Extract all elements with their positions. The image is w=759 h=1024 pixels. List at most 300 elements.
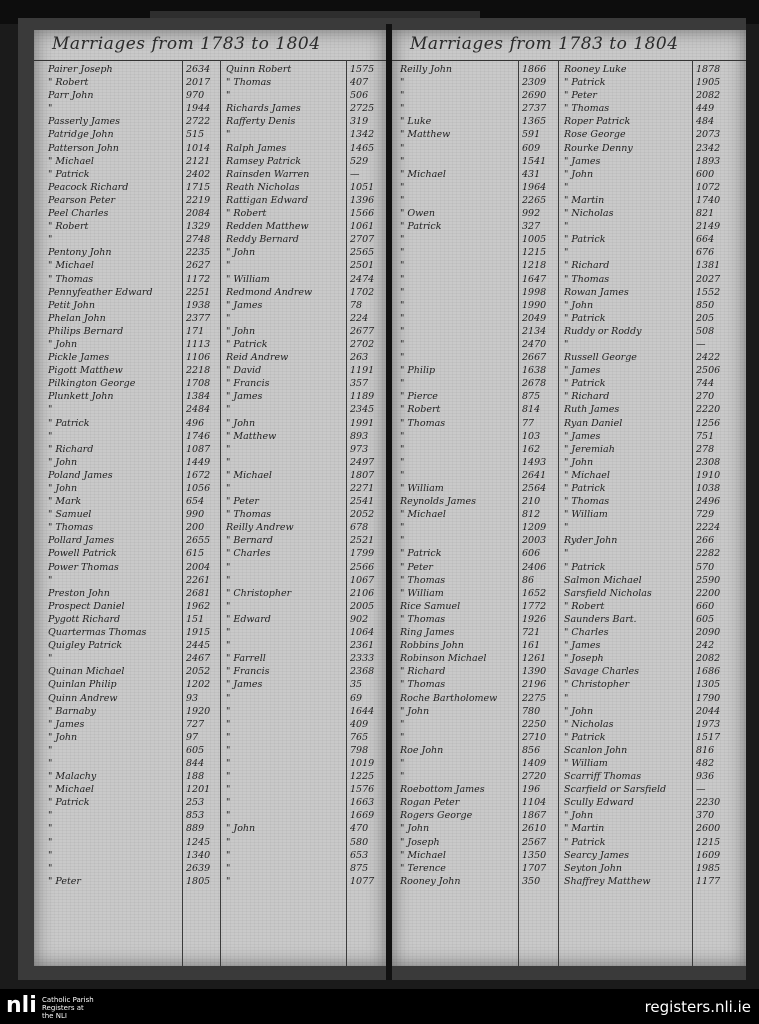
register-row: [34, 561, 386, 574]
entry-number-a: 853: [186, 810, 205, 822]
entry-name-a: " John: [400, 705, 430, 717]
entry-number-b: 2149: [696, 221, 721, 233]
entry-name-b: Ruddy or Roddy: [564, 325, 642, 337]
register-row: [34, 849, 386, 862]
entry-number-a: 2004: [186, 561, 211, 573]
entry-name-a: " Michael: [400, 509, 446, 521]
register-row: [34, 836, 386, 849]
entry-name-b: " Robert: [564, 600, 605, 612]
entry-name-b: Reddy Bernard: [226, 234, 299, 246]
entry-name-b: Redden Matthew: [226, 221, 309, 233]
registers-url-link[interactable]: registers.nli.ie: [644, 998, 751, 1016]
entry-name-b: " John: [564, 810, 594, 822]
register-row: [392, 822, 746, 835]
entry-name-b: " James: [226, 391, 263, 403]
left-entries-list: [34, 63, 386, 888]
entry-number-b: 2521: [350, 535, 375, 547]
entry-name-b: Sarsfield Nicholas: [564, 587, 652, 599]
entry-name-b: ": [226, 784, 231, 796]
entry-name-b: " Bernard: [226, 535, 273, 547]
register-row: [392, 875, 746, 888]
register-row: [34, 665, 386, 678]
entry-name-b: Seyton John: [564, 862, 622, 874]
entry-name-b: ": [226, 692, 231, 704]
entry-number-a: 2121: [186, 155, 211, 167]
entry-number-b: 2220: [696, 404, 721, 416]
register-row: [392, 757, 746, 770]
entry-name-a: ": [48, 849, 53, 861]
register-row: [392, 862, 746, 875]
entry-number-b: 1663: [350, 797, 375, 809]
entry-name-b: Richards James: [226, 103, 301, 115]
entry-name-b: ": [564, 548, 569, 560]
register-row: [392, 102, 746, 115]
entry-number-b: 1552: [696, 286, 721, 298]
entry-number-a: 2017: [186, 77, 211, 89]
entry-number-b: 409: [350, 718, 369, 730]
entry-name-a: Power Thomas: [48, 561, 119, 573]
entry-number-a: 2641: [522, 469, 547, 481]
entry-name-b: Quinn Robert: [226, 64, 292, 75]
entry-number-b: 1575: [350, 64, 375, 75]
entry-name-a: Patridge John: [48, 129, 114, 141]
entry-number-a: 1805: [186, 875, 211, 887]
register-row: [392, 574, 746, 587]
entry-number-a: 2655: [186, 535, 211, 547]
entry-name-a: Rooney John: [400, 875, 461, 887]
register-row: [392, 587, 746, 600]
entry-number-a: 151: [186, 613, 205, 625]
entry-name-b: ": [226, 90, 231, 102]
register-row: [34, 417, 386, 430]
entry-number-a: 814: [522, 404, 541, 416]
entry-name-b: " Martin: [564, 194, 605, 206]
entry-number-b: 224: [350, 312, 369, 324]
entry-name-a: ": [400, 430, 405, 442]
entry-number-b: 319: [350, 116, 369, 128]
register-row: [34, 678, 386, 691]
entry-name-a: " Michael: [48, 155, 94, 167]
entry-number-b: 2541: [350, 496, 375, 508]
entry-name-b: Rainsden Warren: [226, 168, 310, 180]
entry-name-b: Ramsey Patrick: [226, 155, 302, 167]
entry-name-a: ": [48, 103, 53, 115]
entry-number-b: 2308: [696, 456, 721, 468]
entry-name-a: Ring James: [400, 627, 455, 639]
entry-number-a: 515: [186, 129, 205, 141]
entry-name-b: Scanlon John: [564, 744, 628, 756]
entry-name-b: " Patrick: [564, 561, 606, 573]
entry-number-a: 2710: [522, 731, 547, 743]
entry-name-b: " Peter: [226, 496, 259, 508]
entry-number-b: 2368: [350, 666, 375, 678]
register-row: [34, 809, 386, 822]
entry-number-a: 1915: [186, 627, 211, 639]
entry-number-b: 2725: [350, 103, 375, 115]
register-row: [392, 783, 746, 796]
entry-number-a: 1201: [186, 784, 211, 796]
entry-name-b: ": [226, 640, 231, 652]
register-row: [392, 770, 746, 783]
entry-name-a: " Barnaby: [48, 705, 96, 717]
entry-name-b: " Patrick: [564, 731, 606, 743]
entry-name-a: " Richard: [48, 443, 94, 455]
entry-number-a: 1990: [522, 299, 547, 311]
entry-name-b: Savage Charles: [564, 666, 640, 678]
entry-number-b: 1566: [350, 208, 375, 220]
register-row: [392, 89, 746, 102]
entry-name-b: Rafferty Denis: [226, 116, 296, 128]
entry-name-a: Phelan John: [48, 312, 106, 324]
entry-name-a: Petit John: [48, 299, 96, 311]
entry-name-a: " William: [400, 587, 444, 599]
register-row: [392, 495, 746, 508]
entry-name-b: " Thomas: [564, 496, 610, 508]
entry-number-a: 161: [522, 640, 541, 652]
entry-number-b: 1019: [350, 757, 375, 769]
register-row: [392, 744, 746, 757]
entry-number-b: 1067: [350, 574, 375, 586]
entry-number-b: 2345: [350, 404, 375, 416]
entry-number-b: 357: [350, 378, 369, 390]
register-row: [34, 142, 386, 155]
entry-name-a: ": [400, 312, 405, 324]
entry-name-b: " Patrick: [564, 483, 606, 494]
entry-number-a: 2722: [186, 116, 211, 128]
entry-name-a: " Michael: [48, 784, 94, 796]
register-row: [392, 390, 746, 403]
entry-number-b: 664: [696, 234, 715, 246]
entry-name-b: ": [226, 404, 231, 416]
entry-name-b: " James: [226, 679, 263, 691]
entry-number-b: 270: [696, 391, 715, 403]
entry-name-b: ": [226, 862, 231, 874]
register-row: [34, 770, 386, 783]
entry-name-a: Pearson Peter: [48, 194, 116, 206]
register-row: [34, 63, 386, 76]
entry-name-b: " Matthew: [226, 430, 277, 442]
entry-name-b: ": [226, 731, 231, 743]
entry-number-b: 660: [696, 600, 715, 612]
register-row: [392, 115, 746, 128]
entry-name-a: " Thomas: [48, 522, 94, 534]
register-row: [392, 299, 746, 312]
entry-name-b: " Richard: [564, 391, 610, 403]
register-row: [34, 128, 386, 141]
entry-name-a: " Thomas: [400, 574, 446, 586]
entry-number-b: 278: [696, 443, 715, 455]
entry-number-b: 1215: [696, 836, 721, 848]
entry-name-a: Quinan Michael: [48, 666, 125, 678]
entry-name-a: Prospect Daniel: [48, 600, 125, 612]
nli-org-label: [42, 996, 152, 1020]
entry-number-a: 2134: [522, 325, 547, 337]
entry-name-b: " Patrick: [564, 378, 606, 390]
entry-number-a: 780: [522, 705, 541, 717]
entry-number-b: 653: [350, 849, 369, 861]
entry-number-a: 1920: [186, 705, 211, 717]
register-row: [34, 822, 386, 835]
entry-name-a: ": [400, 234, 405, 246]
entry-name-a: ": [400, 273, 405, 285]
entry-number-b: 1077: [350, 875, 375, 887]
entry-name-b: ": [226, 627, 231, 639]
entry-name-a: Quigley Patrick: [48, 640, 123, 652]
entry-name-a: " Michael: [400, 168, 446, 180]
entry-number-a: 2467: [186, 653, 211, 665]
entry-number-a: 1944: [186, 103, 211, 115]
entry-name-b: Rourke Denny: [564, 142, 633, 154]
entry-number-b: 2106: [350, 587, 375, 599]
entry-number-b: 2496: [696, 496, 721, 508]
entry-name-b: " James: [564, 640, 601, 652]
entry-name-a: ": [400, 731, 405, 743]
entry-number-b: 470: [350, 823, 369, 835]
entry-name-b: ": [226, 705, 231, 717]
entry-name-a: ": [400, 456, 405, 468]
entry-number-b: 2501: [350, 260, 375, 272]
entry-name-b: Rattigan Edward: [226, 194, 309, 206]
register-row: [392, 430, 746, 443]
entry-name-b: Scarriff Thomas: [564, 771, 642, 783]
entry-name-a: Roebottom James: [400, 784, 485, 796]
entry-number-a: 1113: [186, 338, 211, 350]
entry-name-b: " John: [226, 417, 256, 429]
entry-name-a: " Matthew: [400, 129, 451, 141]
entry-name-b: ": [226, 849, 231, 861]
entry-name-a: " Robert: [48, 77, 89, 89]
entry-number-a: 1707: [522, 862, 547, 874]
entry-name-b: Saunders Bart.: [564, 613, 637, 625]
entry-name-b: " Nicholas: [564, 208, 614, 220]
register-row: [34, 377, 386, 390]
entry-name-b: ": [226, 312, 231, 324]
register-row: [34, 744, 386, 757]
entry-number-b: 1790: [696, 692, 721, 704]
entry-name-a: ": [400, 522, 405, 534]
entry-name-a: " Joseph: [400, 836, 440, 848]
register-row: [34, 115, 386, 128]
entry-name-b: " Joseph: [564, 653, 604, 665]
entry-name-b: ": [226, 744, 231, 756]
entry-number-a: 606: [522, 548, 541, 560]
entry-number-b: 2506: [696, 365, 721, 377]
scan-edge-shadow: [150, 11, 480, 18]
entry-name-b: Reilly Andrew: [226, 522, 294, 534]
entry-number-a: 2377: [186, 312, 211, 324]
entry-number-a: 1866: [522, 64, 547, 75]
register-row: [392, 220, 746, 233]
entry-number-a: 2639: [186, 862, 211, 874]
entry-number-b: 1740: [696, 194, 721, 206]
entry-number-a: 721: [522, 627, 541, 639]
entry-number-a: 2261: [186, 574, 211, 586]
entry-number-b: 1807: [350, 469, 375, 481]
entry-name-b: ": [226, 574, 231, 586]
entry-name-a: ": [400, 535, 405, 547]
entry-number-a: 1087: [186, 443, 211, 455]
register-row: [34, 259, 386, 272]
entry-name-b: " John: [226, 823, 256, 835]
entry-name-a: Pairer Joseph: [48, 64, 113, 75]
register-row: [392, 665, 746, 678]
entry-number-b: 2361: [350, 640, 375, 652]
entry-number-a: 1340: [186, 849, 211, 861]
entry-name-b: " John: [226, 325, 256, 337]
entry-name-a: Reynolds James: [400, 496, 476, 508]
entry-name-a: " Patrick: [48, 417, 90, 429]
entry-number-b: 1256: [696, 417, 721, 429]
entry-number-b: 266: [696, 535, 715, 547]
entry-number-b: 676: [696, 247, 715, 259]
entry-number-b: 482: [696, 757, 715, 769]
register-row: [392, 443, 746, 456]
entry-number-b: 2474: [350, 273, 375, 285]
entry-number-a: 327: [522, 221, 541, 233]
entry-name-a: ": [400, 181, 405, 193]
entry-number-b: 605: [696, 613, 715, 625]
entry-number-a: 2470: [522, 338, 547, 350]
entry-name-b: ": [226, 836, 231, 848]
entry-number-b: 936: [696, 771, 715, 783]
entry-name-a: " William: [400, 483, 444, 494]
entry-number-a: 2634: [186, 64, 211, 75]
entry-number-b: 2342: [696, 142, 721, 154]
entry-number-a: 1708: [186, 378, 211, 390]
entry-name-b: Shaffrey Matthew: [564, 875, 651, 887]
entry-name-a: " Robert: [48, 221, 89, 233]
entry-name-a: " John: [48, 338, 78, 350]
register-row: [392, 181, 746, 194]
entry-name-a: ": [400, 142, 405, 154]
entry-number-b: 506: [350, 90, 369, 102]
register-row: [34, 482, 386, 495]
entry-name-a: " John: [48, 731, 78, 743]
entry-name-b: ": [564, 221, 569, 233]
entry-name-b: Rooney Luke: [564, 64, 627, 75]
entry-number-a: 162: [522, 443, 541, 455]
entry-number-a: 200: [186, 522, 205, 534]
register-row: [392, 168, 746, 181]
entry-name-b: " Farrell: [226, 653, 266, 665]
entry-name-a: ": [400, 103, 405, 115]
entry-name-a: ": [48, 430, 53, 442]
register-row: [34, 757, 386, 770]
entry-name-b: " David: [226, 365, 262, 377]
entry-number-a: 1172: [186, 273, 211, 285]
entry-name-b: " Edward: [226, 613, 271, 625]
entry-number-b: 2090: [696, 627, 721, 639]
register-row: [34, 246, 386, 259]
entry-number-b: 2271: [350, 483, 375, 494]
register-row: [34, 443, 386, 456]
register-row: [392, 351, 746, 364]
entry-name-b: " Patrick: [564, 836, 606, 848]
entry-number-a: 1638: [522, 365, 547, 377]
entry-name-a: Pentony John: [48, 247, 112, 259]
entry-name-b: " William: [226, 273, 270, 285]
entry-name-a: " Owen: [400, 208, 436, 220]
entry-name-a: ": [48, 234, 53, 246]
register-row: [34, 390, 386, 403]
entry-name-a: " John: [48, 483, 78, 494]
entry-name-a: " Malachy: [48, 771, 97, 783]
entry-number-b: 893: [350, 430, 369, 442]
register-row: [34, 469, 386, 482]
entry-number-b: 1905: [696, 77, 721, 89]
entry-number-b: 1702: [350, 286, 375, 298]
entry-name-b: " Francis: [226, 378, 270, 390]
entry-name-a: " Patrick: [48, 168, 90, 180]
register-row: [34, 718, 386, 731]
entry-number-b: 1191: [350, 365, 375, 377]
entry-name-b: " James: [564, 365, 601, 377]
entry-name-b: " Jeremiah: [564, 443, 615, 455]
entry-name-a: ": [400, 378, 405, 390]
entry-name-a: ": [400, 286, 405, 298]
entry-name-a: Pollard James: [48, 535, 115, 547]
register-row: [34, 705, 386, 718]
register-row: [392, 652, 746, 665]
register-row: [34, 600, 386, 613]
entry-number-b: 1064: [350, 627, 375, 639]
entry-number-a: 1245: [186, 836, 211, 848]
entry-number-a: 1106: [186, 352, 211, 364]
register-row: [392, 456, 746, 469]
entry-name-a: Robbins John: [400, 640, 464, 652]
entry-name-a: Robinson Michael: [400, 653, 487, 665]
entry-number-b: 1669: [350, 810, 375, 822]
entry-name-a: ": [400, 155, 405, 167]
entry-name-a: ": [400, 338, 405, 350]
entry-name-a: Pygott Richard: [48, 613, 121, 625]
entry-number-a: 1329: [186, 221, 211, 233]
entry-number-a: 1384: [186, 391, 211, 403]
entry-name-b: ": [226, 771, 231, 783]
entry-name-a: ": [400, 90, 405, 102]
entry-name-b: " James: [564, 155, 601, 167]
entry-number-b: 2566: [350, 561, 375, 573]
entry-number-b: 850: [696, 299, 715, 311]
entry-name-b: " Christopher: [226, 587, 292, 599]
entry-number-b: 1072: [696, 181, 721, 193]
register-row: [34, 613, 386, 626]
register-row: [34, 875, 386, 888]
entry-number-a: 1215: [522, 247, 547, 259]
entry-name-a: ": [400, 194, 405, 206]
entry-name-b: " John: [564, 168, 594, 180]
right-page-heading: Marriages from 1783 to 1804: [410, 34, 679, 54]
entry-number-a: 2250: [522, 718, 547, 730]
entry-name-b: " Martin: [564, 823, 605, 835]
entry-number-b: 678: [350, 522, 369, 534]
register-row: [34, 430, 386, 443]
entry-number-b: 1878: [696, 64, 721, 75]
entry-name-b: ": [564, 692, 569, 704]
register-row: [34, 168, 386, 181]
entry-number-b: 1799: [350, 548, 375, 560]
entry-name-a: " Patrick: [48, 797, 90, 809]
entry-number-a: 990: [186, 509, 205, 521]
entry-number-b: 1973: [696, 718, 721, 730]
entry-number-b: 2005: [350, 600, 375, 612]
register-row: [392, 469, 746, 482]
entry-name-a: " Thomas: [400, 679, 446, 691]
nli-logo[interactable]: nli: [6, 993, 37, 1018]
entry-number-a: 1056: [186, 483, 211, 494]
register-row: [392, 600, 746, 613]
right-register-page: [392, 30, 746, 966]
